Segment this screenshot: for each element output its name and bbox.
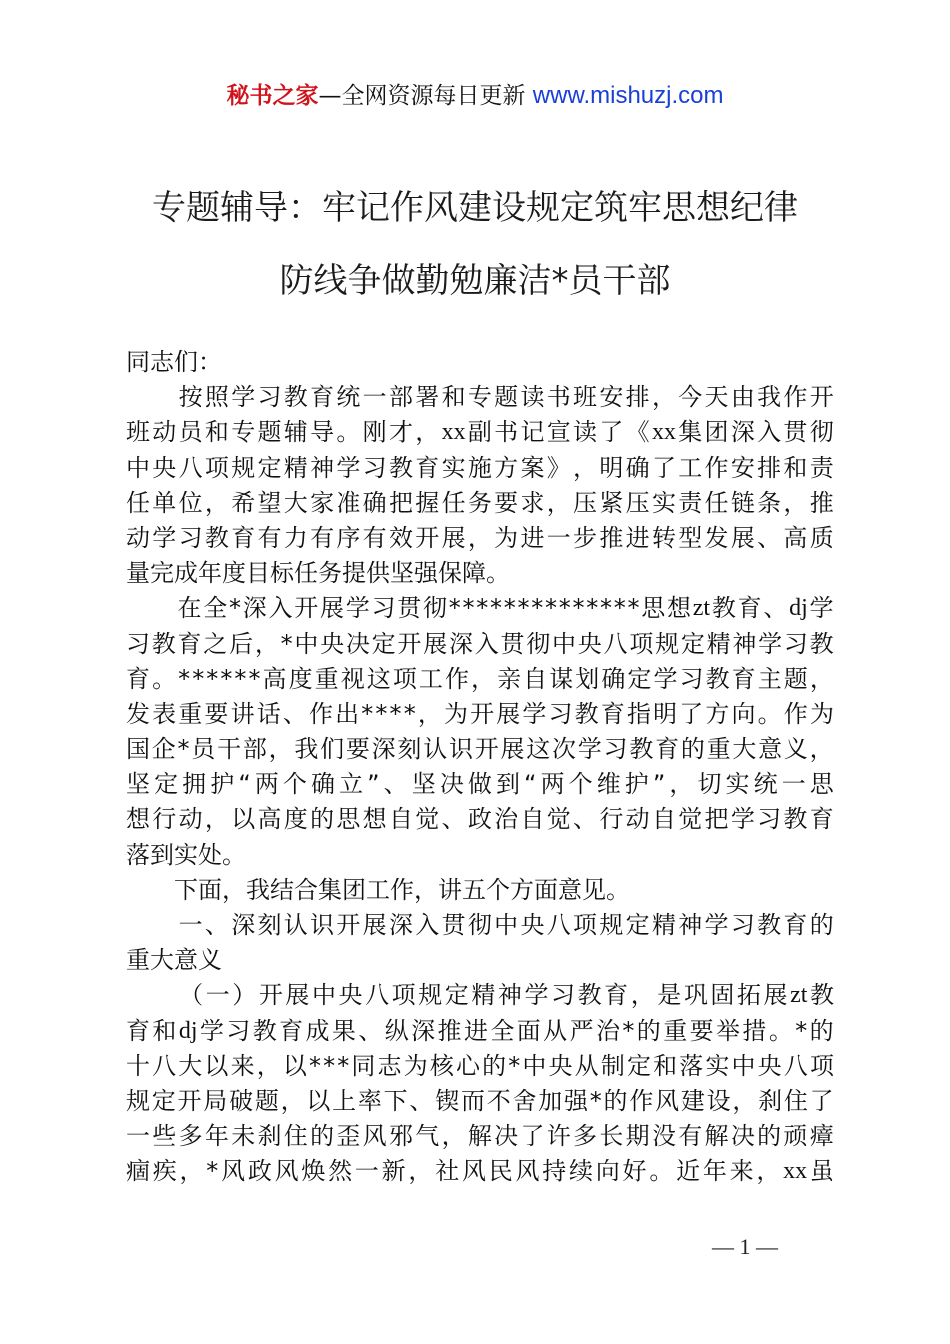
body-line: 十 八 大 以 来 ， 以 * * * 同 志 为 核 心 的 * 中 央 从 制 定 和 落 实 中 央 八 项 <box>126 1051 834 1080</box>
site-url-link[interactable]: www.mishuzj.com <box>532 82 724 109</box>
body-line: 班 动 员 和 专 题 辅 导 。 刚 才 ， xx 副 书 记 宣 读 了 《 xx 集 团 深 入 贯 彻 <box>126 418 834 447</box>
page-number: — 1 — <box>712 1234 778 1259</box>
body-line: 在 全 * 深 入 开 展 学 习 贯 彻 * * * * * * * * * * * * * * 思 想 zt 教 育 、 dj 学 <box>177 594 834 623</box>
body-line: 按 照 学 习 教 育 统 一 部 署 和 专 题 读 书 班 安 排 ， 今 天 由 我 作 开 <box>178 383 834 412</box>
body-line: 重大意义 <box>126 946 222 975</box>
body-line: 落到实处。 <box>126 840 246 869</box>
body-line: 任 单 位 ， 希 望 大 家 准 确 把 握 任 务 要 求 ， 压 紧 压 实 责 任 链 条 ， 推 <box>126 488 834 517</box>
body-line: 规 定 开 局 破 题 ， 以 上 率 下 、 锲 而 不 舍 加 强 * 的 作 风 建 设 ， 刹 住 了 <box>126 1086 834 1115</box>
body-line: 中 央 八 项 规 定 精 神 学 习 教 育 实 施 方 案 》 ， 明 确 了 工 作 安 排 和 责 <box>126 453 834 482</box>
body-line: 痼 疾 ， * 风 政 风 焕 然 一 新 ， 社 风 民 风 持 续 向 好 。 近 年 来 ， xx 虽 <box>126 1157 834 1186</box>
body-line: 一 、 深 刻 认 识 开 展 深 入 贯 彻 中 央 八 项 规 定 精 神 学 习 教 育 的 <box>178 911 834 939</box>
site-brand: 秘书之家 <box>226 83 319 109</box>
body-line: 育 。 * * * * * * 高 度 重 视 这 项 工 作 ， 亲 自 谋 划 确 定 学 习 教 育 主 题 ， <box>126 664 834 693</box>
body-line: 下面，我结合集团工作，讲五个方面意见。 <box>126 875 630 904</box>
body-line: 坚 定 拥 护 “ 两 个 确 立 ” 、 坚 决 做 到 “ 两 个 维 护 ” ， 切 实 统 一 思 <box>126 770 834 799</box>
body-line: 同志们： <box>126 348 222 376</box>
body-line: 动 学 习 教 育 有 力 有 序 有 效 开 展 ， 为 进 一 步 推 进 转 型 发 展 、 高 质 <box>126 523 834 552</box>
document-body <box>126 345 834 1190</box>
site-tagline: —全网资源每日更新 <box>318 83 533 109</box>
site-banner <box>0 80 950 112</box>
document-title-line-1: 专题辅导：牢记作风建设规定筑牢思想纪律 <box>152 188 798 228</box>
body-line: 育 和 dj 学 习 教 育 成 果 、 纵 深 推 进 全 面 从 严 治 * 的 重 要 举 措 。 * 的 <box>126 1016 834 1045</box>
body-line: 量完成年度目标任务提供坚强保障。 <box>126 559 510 588</box>
body-line: 国 企 * 员 干 部 ， 我 们 要 深 刻 认 识 开 展 这 次 学 习 教 育 的 重 大 意 义 ， <box>126 735 834 764</box>
document-title-line-2: 防线争做勤勉廉洁*员干部 <box>279 261 671 301</box>
body-line: 想 行 动 ， 以 高 度 的 思 想 自 觉 、 政 治 自 觉 、 行 动 自 觉 把 学 习 教 育 <box>126 805 834 834</box>
body-line: 一 些 多 年 未 刹 住 的 歪 风 邪 气 ， 解 决 了 许 多 长 期 没 有 解 决 的 顽 瘴 <box>126 1122 834 1151</box>
body-line: 习 教 育 之 后 ， * 中 央 决 定 开 展 深 入 贯 彻 中 央 八 项 规 定 精 神 学 习 教 <box>126 629 834 658</box>
body-line: 发 表 重 要 讲 话 、 作 出 * * * * ， 为 开 展 学 习 教 育 指 明 了 方 向 。 作 为 <box>126 699 834 728</box>
body-line: （ 一 ） 开 展 中 央 八 项 规 定 精 神 学 习 教 育 ， 是 巩 固 拓 展 zt 教 <box>179 981 834 1010</box>
